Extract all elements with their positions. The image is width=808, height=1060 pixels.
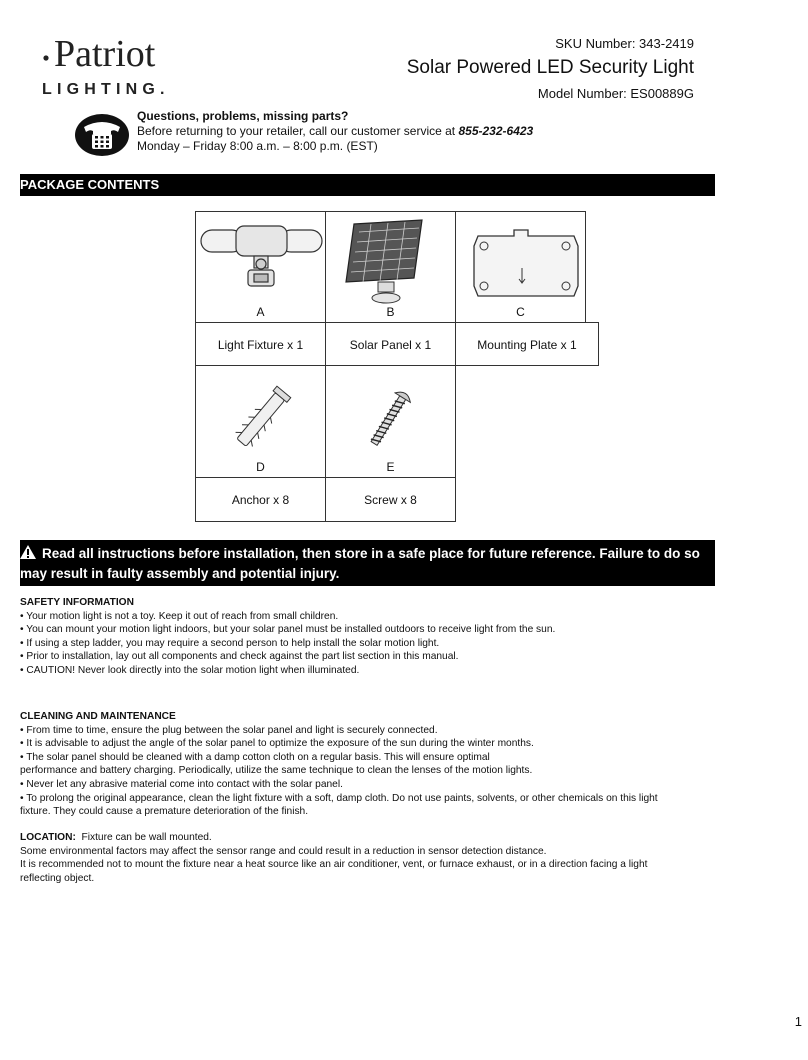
item-d-label: Anchor x 8 — [195, 477, 326, 522]
cleaning-line: • It is advisable to adjust the angle of the solar panel to optimize the exposure of the sun during the winter months. — [20, 738, 534, 750]
cleaning-line: • From time to time, ensure the plug between the solar panel and light is securely connected. — [20, 724, 438, 736]
item-a-image-cell — [195, 211, 326, 323]
brand-name: Patriot — [54, 36, 156, 75]
item-a-label: Light Fixture x 1 — [195, 322, 326, 366]
package-contents-heading: PACKAGE CONTENTS — [20, 174, 715, 196]
item-d-image-cell — [195, 365, 326, 478]
item-e-image-cell — [325, 365, 456, 478]
cleaning-maintenance-section — [20, 710, 720, 819]
contact-question: Questions, problems, missing parts? — [137, 109, 349, 123]
warning-triangle-icon — [20, 545, 42, 564]
item-a-letter: A — [256, 305, 265, 319]
location-section — [20, 831, 720, 885]
document-title: Solar Powered LED Security Light — [406, 57, 694, 78]
cleaning-line: fixture. They could cause a premature deterioration of the finish. — [20, 806, 309, 818]
item-c-image-cell — [455, 211, 586, 323]
cleaning-line: performance and battery charging. Periodically, utilize the same technique to clean the lenses of the motion lights. — [20, 765, 533, 777]
item-b-letter: B — [386, 305, 395, 319]
item-c-letter: C — [516, 305, 525, 319]
location-intro: Fixture can be wall mounted. — [75, 832, 212, 843]
brand-logo — [42, 36, 212, 100]
safety-line: • Prior to installation, lay out all components and check against the part list section in this manual. — [20, 651, 459, 663]
safety-heading: SAFETY INFORMATION — [20, 597, 134, 608]
cleaning-line: • The solar panel should be cleaned with a damp cotton cloth on a regular basis. This will ensure optimal — [20, 751, 490, 763]
safety-line: • CAUTION! Never look directly into the solar motion light when illuminated. — [20, 664, 360, 676]
cleaning-heading: CLEANING AND MAINTENANCE — [20, 711, 176, 722]
telephone-icon — [74, 113, 130, 157]
item-e-label: Screw x 8 — [325, 477, 456, 522]
customer-service-info — [137, 109, 533, 154]
item-e-letter: E — [386, 460, 395, 474]
safety-information-section — [20, 596, 720, 678]
model-number: Model Number: ES00889G — [537, 86, 694, 101]
location-line: Some environmental factors may affect the sensor range and could result in a reduction in sensor detection distance. — [20, 845, 547, 857]
cleaning-line: • To prolong the original appearance, clean the light fixture with a soft, damp cloth. Do not use paints, solvents, or other chemicals on this light — [20, 792, 658, 804]
safety-line: • If using a step ladder, you may require a second person to help install the solar motion light. — [20, 637, 440, 649]
item-c-label: Mounting Plate x 1 — [455, 322, 599, 366]
contact-hours: Monday – Friday 8:00 a.m. – 8:00 p.m. (EST) — [137, 139, 378, 153]
sku-number: SKU Number: 343-2419 — [555, 36, 694, 51]
contact-text: Before returning to your retailer, call our customer service at — [137, 124, 459, 138]
customer-service-phone: 855-232-6423 — [458, 124, 534, 138]
package-contents-table — [195, 211, 599, 522]
warning-banner — [20, 540, 715, 586]
location-line: It is recommended not to mount the fixture near a heat source like an air conditioner, vent, or furnace exhaust, or in a direction facing a light — [20, 859, 648, 871]
item-b-image-cell — [325, 211, 456, 323]
cleaning-line: • Never let any abrasive material come into contact with the solar panel. — [20, 778, 343, 790]
brand-sub: LIGHTING. — [42, 81, 170, 98]
page-number: 1 — [794, 1014, 802, 1029]
contact-line — [137, 124, 533, 139]
warning-text: Read all instructions before installation, then store in a safe place for future reference. Failure to do so may result in faulty assembly and potential injury. — [20, 546, 700, 581]
location-heading: LOCATION: — [20, 832, 76, 843]
safety-line: • You can mount your motion light indoors, but your solar panel must be installed outdoors to receive light from the sun. — [20, 624, 556, 636]
item-d-letter: D — [256, 460, 265, 474]
location-line: reflecting object. — [20, 872, 95, 884]
safety-line: • Your motion light is not a toy. Keep it out of reach from small children. — [20, 610, 339, 622]
item-b-label: Solar Panel x 1 — [325, 322, 456, 366]
